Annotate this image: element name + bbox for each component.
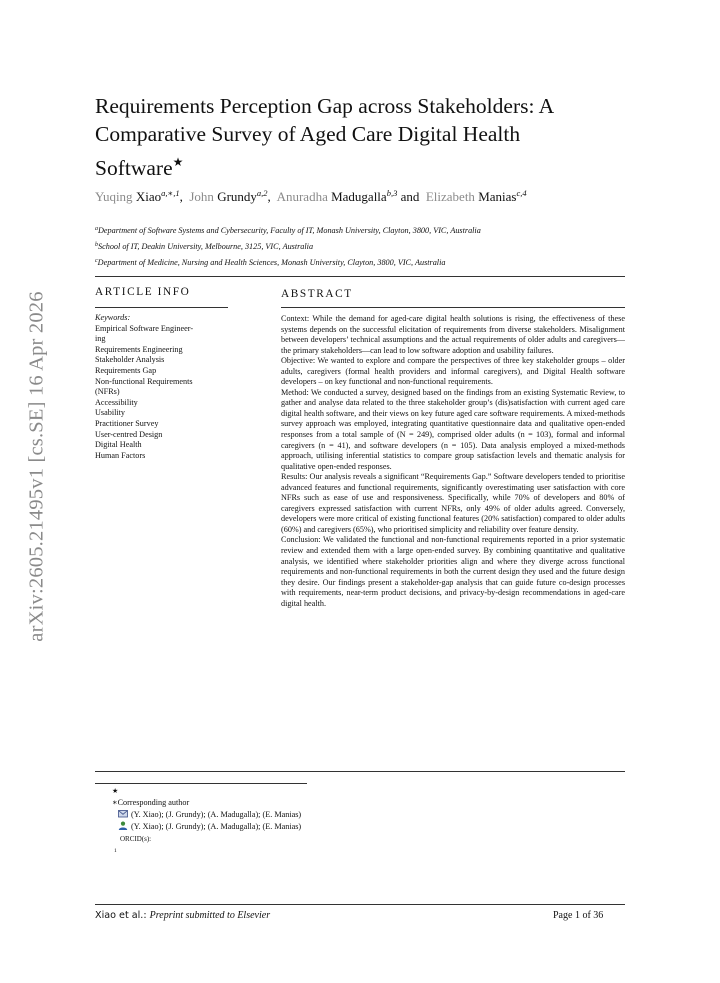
affiliation-mark: c bbox=[95, 258, 98, 264]
author-affil-marks: b,3 bbox=[386, 188, 398, 198]
affiliation bbox=[95, 222, 481, 238]
author bbox=[277, 189, 420, 204]
author-affil-marks: a,2 bbox=[256, 188, 268, 198]
author-affil-marks: c,4 bbox=[516, 188, 527, 198]
keywords-label: Keywords: bbox=[95, 313, 131, 322]
abstract-conclusion: Conclusion: We validated the functional and non-functional requirements reported in a prior systematic review and extended them with a large open-ended survey. By combining quantitative and qualitative analysis, we identified where stakeholder priorities align and where they diverge across functional requirements and non-functional requirements in both the current design they used and the future design they desire. Our findings present a stakeholder-gap analysis that can guide future co-design processes with requirements, near-term product decisions, and privacy-by-design recommendations in aged-care digital health. bbox=[281, 535, 625, 608]
orcid-label: ORCID(s): bbox=[120, 835, 152, 843]
author bbox=[426, 189, 527, 204]
email-footnote-text: (Y. Xiao); (J. Grundy); (A. Madugalla); (E. Manias) bbox=[131, 810, 302, 819]
author-separator: and bbox=[400, 189, 420, 204]
author-given-name: Anuradha bbox=[276, 189, 328, 204]
arxiv-stamp-text: arXiv:2605.21495v1 [cs.SE] 16 Apr 2026 bbox=[25, 290, 48, 642]
affiliation-list bbox=[95, 222, 481, 270]
page-number: Page 1 of 36 bbox=[553, 910, 604, 921]
email-icon bbox=[118, 809, 128, 818]
arxiv-stamp bbox=[19, 260, 55, 672]
title-footnote-star: ★ bbox=[112, 787, 119, 795]
keyword: Requirements Engineering bbox=[95, 344, 183, 354]
author bbox=[95, 189, 183, 204]
keyword: ing bbox=[95, 334, 106, 344]
abstract-results: Results: Our analysis reveals a significant “Requirements Gap.” Software developers tended to prioritise advanced features and functional requirements, significantly overestimating user satisfaction with core NFRs such as ease of use and responsiveness. Specifically, while 70% of developers and 80% of caregivers expressed satisfaction with current NFRs, only 49% of older adults agreed. Conversely, developers were more critical of existing functional features (20% satisfaction) compared to older adults (60%) and caregivers (65%), who prioritised simplicity and reliability over feature density. bbox=[281, 472, 625, 534]
author-given-name: John bbox=[189, 189, 214, 204]
author-list bbox=[95, 188, 527, 205]
author-family-name: Manias bbox=[478, 189, 517, 204]
person-icon bbox=[118, 821, 128, 830]
author-family-name: Madugalla bbox=[331, 189, 387, 204]
footer-venue: Preprint submitted to Elsevier bbox=[149, 910, 271, 921]
affiliation bbox=[95, 238, 481, 254]
keyword: Stakeholder Analysis bbox=[95, 355, 165, 365]
author-affil-marks: a,∗,1 bbox=[161, 188, 180, 198]
title-line-1: Requirements Perception Gap across Stakeholders: A bbox=[95, 94, 555, 118]
affiliation-mark: b bbox=[95, 242, 98, 248]
article-info-heading: ARTICLE INFO bbox=[95, 286, 191, 298]
article-info-rule bbox=[95, 307, 228, 308]
author-family-name: Xiao bbox=[135, 189, 162, 204]
abstract-end-rule bbox=[95, 771, 625, 772]
keyword: Empirical Software Engineer- bbox=[95, 323, 194, 333]
keyword: Digital Health bbox=[95, 440, 142, 450]
keyword: Human Factors bbox=[95, 450, 146, 460]
author-given-name: Elizabeth bbox=[425, 189, 475, 204]
keyword: Accessibility bbox=[95, 397, 138, 407]
abstract-body bbox=[281, 314, 625, 609]
keyword: (NFRs) bbox=[95, 387, 120, 397]
email-footnote bbox=[112, 809, 301, 821]
footer-rule bbox=[95, 904, 625, 905]
title-footnote-mark: ★ bbox=[172, 155, 184, 169]
title-line-3: Software bbox=[95, 156, 173, 180]
corresponding-author-note: ∗Corresponding author bbox=[112, 798, 190, 807]
affiliation-text: Department of Medicine, Nursing and Health Sciences, Monash University, Clayton, 3800, VIC, Australia bbox=[97, 258, 446, 267]
author-given-name: Yuqing bbox=[95, 189, 133, 204]
abstract-rule bbox=[281, 307, 625, 308]
title-line-2: Comparative Survey of Aged Care Digital Health bbox=[95, 122, 521, 146]
keyword: Practitioner Survey bbox=[95, 418, 159, 428]
affiliation-text: Department of Software Systems and Cybersecurity, Faculty of IT, Monash University, Clayton, 3800, VIC, Australia bbox=[98, 226, 481, 235]
affiliation-mark: a bbox=[95, 226, 98, 232]
author-separator: , bbox=[267, 189, 271, 204]
abstract-context: Context: While the demand for aged-care digital health solutions is rising, the effectiveness of these systems depends on the successful elicitation of requirements from diverse stakeholders. Misalignment between developers’ technical assumptions and the actual requirements of older adults and caregivers—the primary stakeholders—can lead to low software adoption and usability failures. bbox=[281, 314, 625, 355]
footnote-one-mark: 1 bbox=[114, 848, 117, 854]
keyword: User-centred Design bbox=[95, 429, 163, 439]
footer-left bbox=[95, 910, 270, 921]
keyword: Non-functional Requirements bbox=[95, 376, 193, 386]
web-footnote-text: (Y. Xiao); (J. Grundy); (A. Madugalla); (E. Manias) bbox=[131, 822, 302, 831]
abstract-heading: ABSTRACT bbox=[281, 288, 353, 300]
paper-title bbox=[95, 92, 635, 182]
keyword: Usability bbox=[95, 408, 126, 418]
keyword: Requirements Gap bbox=[95, 365, 157, 375]
abstract-method: Method: We conducted a survey, designed based on the findings from an existing Systematic Review, to gather and analyse data related to the three stakeholder group’s (dis)satisfaction with current aged care digital health software, and their views on key future aged care software requirements. A mixed-methods survey approach was employed, integrating quantitative questionnaire data and qualitative open-ended responses from a total sample of (N = 249), comprised older adults (n = 103), formal and informal caregivers (n = 41), and software developers (n = 105). Data analysis employed a mixed-methods approach, utilising inferential statistics to compare group satisfaction levels and thematic analysis for qualitative open-ended responses. bbox=[281, 387, 625, 471]
footnotes bbox=[112, 788, 301, 857]
author-family-name: Grundy bbox=[217, 189, 257, 204]
footnote-rule bbox=[95, 783, 307, 784]
web-footnote bbox=[112, 821, 301, 833]
author-separator: , bbox=[179, 189, 183, 204]
keyword-list bbox=[95, 313, 228, 461]
abstract-objective: Objective: We wanted to explore and compare the perspectives of three key stakeholder groups – older adults, caregivers (formal health providers and informal caregivers), and Digital Health software developers – on key functional and non-functional requirements. bbox=[281, 356, 625, 387]
author bbox=[189, 189, 270, 204]
affiliation bbox=[95, 254, 481, 270]
footer-author: Xiao et al.: bbox=[95, 910, 147, 921]
affiliation-text: School of IT, Deakin University, Melbourne, 3125, VIC, Australia bbox=[98, 242, 314, 251]
header-rule bbox=[95, 276, 625, 277]
